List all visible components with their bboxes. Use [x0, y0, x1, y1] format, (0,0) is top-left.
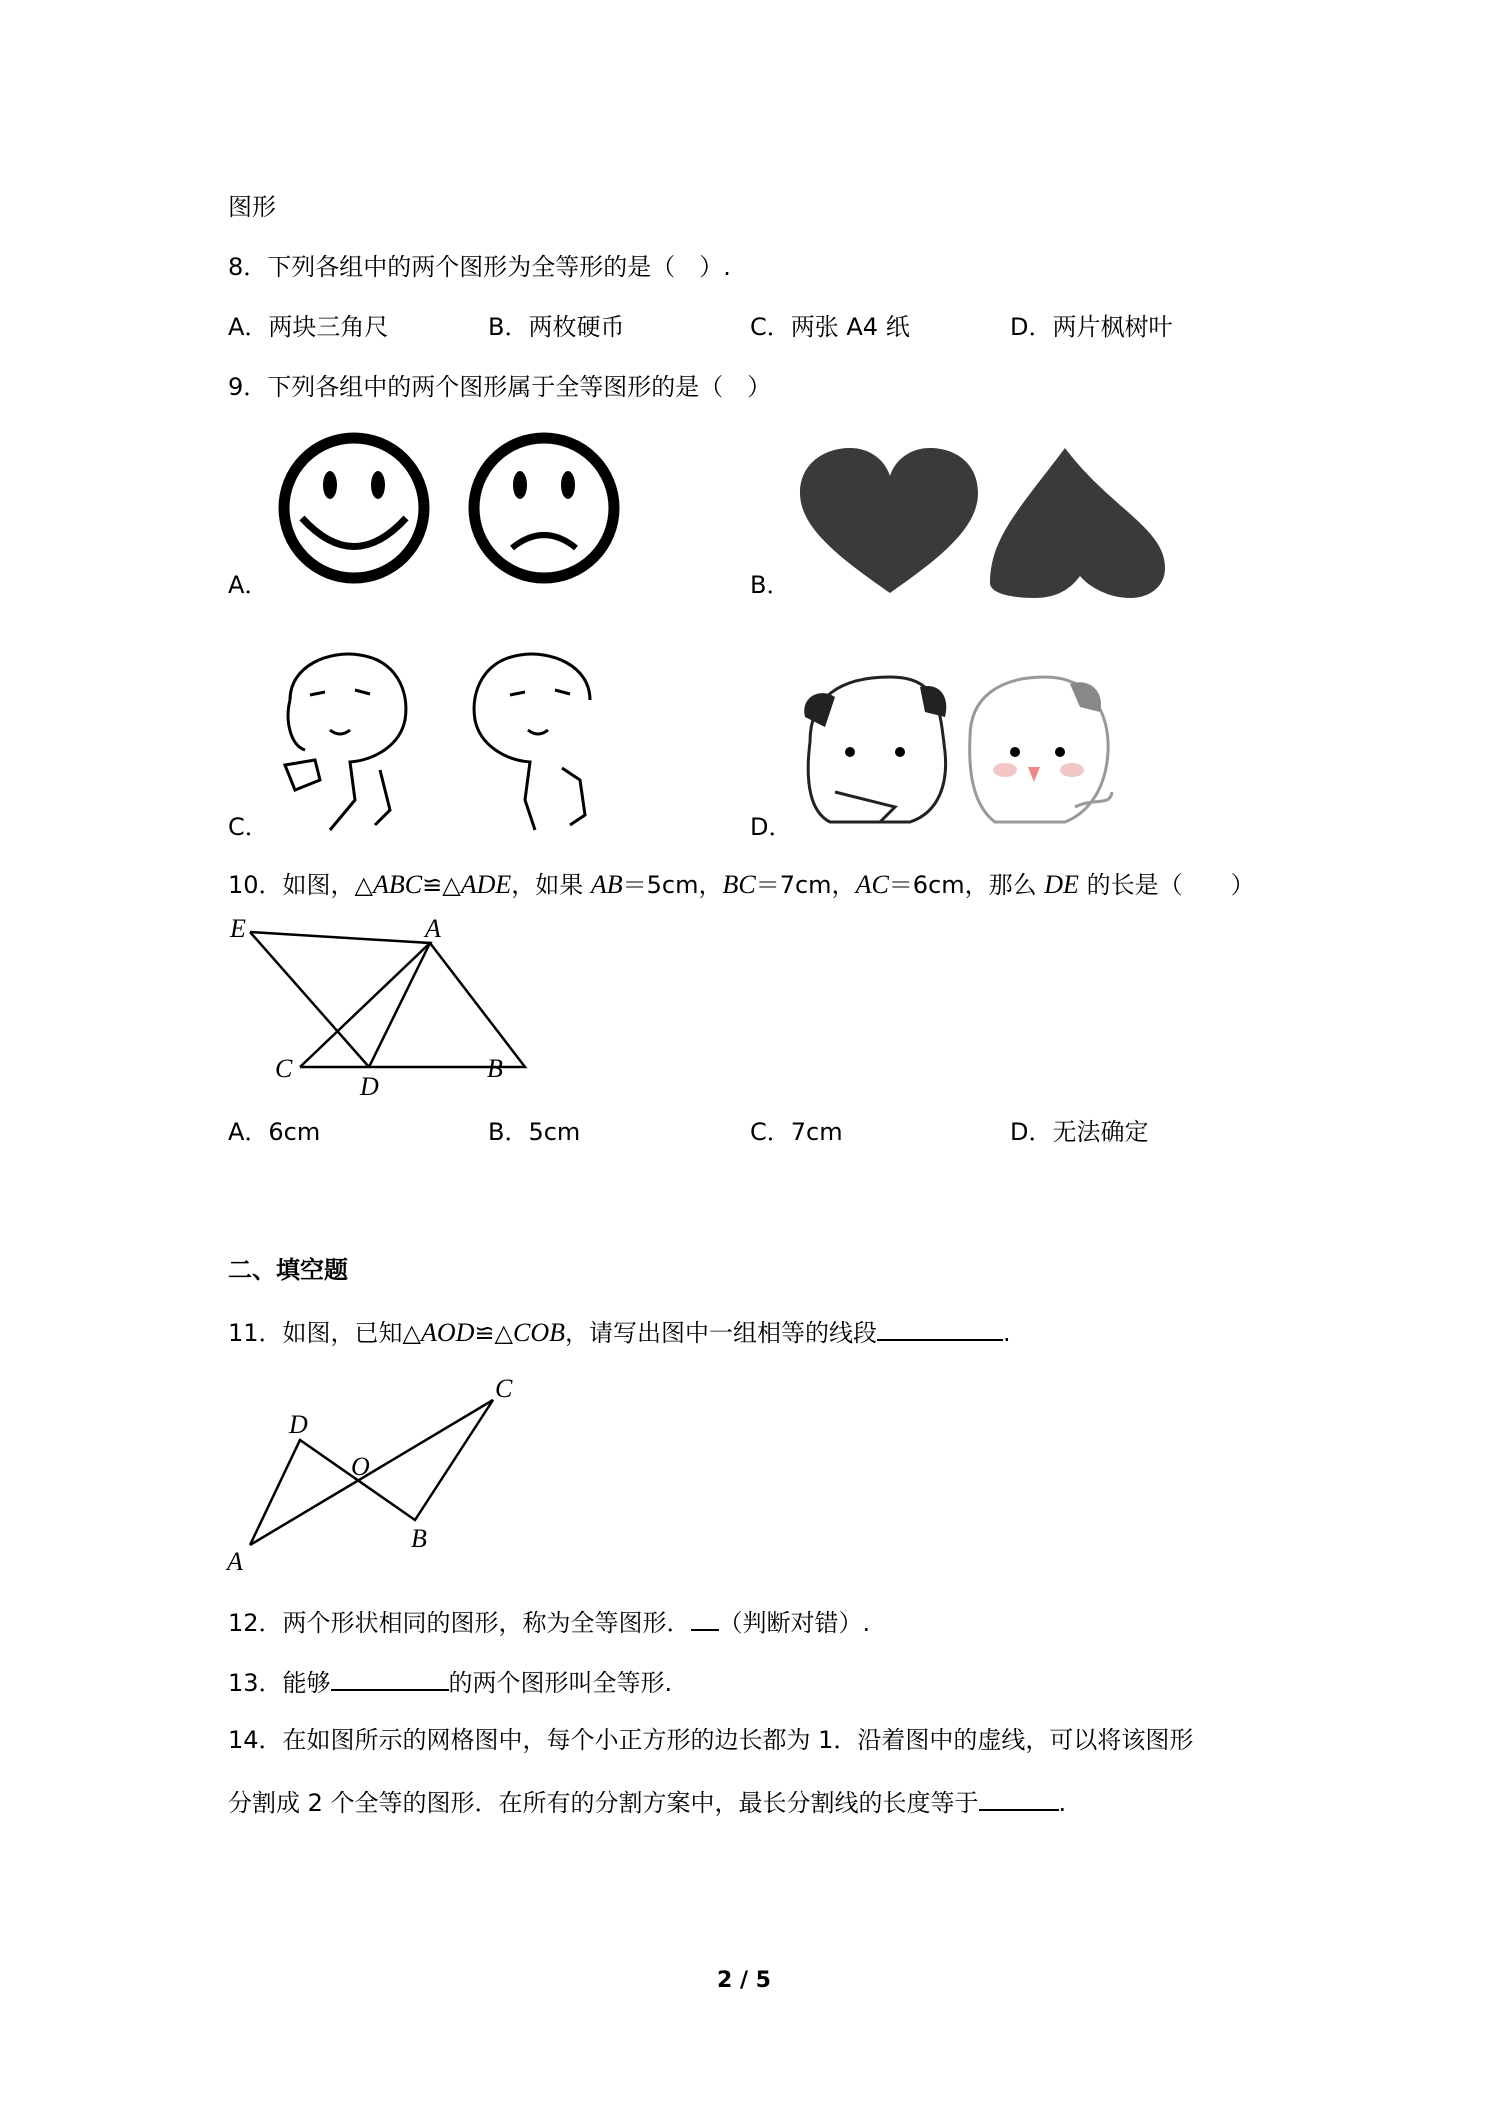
top-word: 图形	[228, 193, 276, 221]
label-b: B	[487, 1054, 503, 1083]
question-12-stem: 12．两个形状相同的图形，称为全等图形． （判断对错）.	[228, 1605, 870, 1638]
faces-image	[280, 430, 630, 590]
q8-option-b[interactable]: B．两枚硬币	[488, 313, 625, 341]
q9-option-a-label[interactable]: A．	[228, 571, 269, 599]
label-e: E	[230, 914, 246, 943]
page-number: 2 / 5	[717, 1968, 771, 1993]
q9-option-b-label[interactable]: B．	[750, 571, 791, 599]
answer-blank-q11[interactable]	[877, 1315, 1003, 1341]
label-d: D	[360, 1072, 379, 1101]
triangle-figure-q10	[225, 905, 525, 1101]
label-o: O	[351, 1452, 370, 1481]
label-d: D	[289, 1410, 308, 1439]
q8-option-a[interactable]: A．两块三角尺	[228, 313, 389, 341]
q10-option-b[interactable]: B．5cm	[488, 1118, 581, 1146]
question-10-stem: 10．如图，△ABC≌△ADE，如果 AB＝5cm，BC＝7cm，AC＝6cm，那么 DE 的长是（ ）	[228, 870, 1255, 899]
q10-option-c[interactable]: C．7cm	[750, 1118, 843, 1146]
label-c: C	[495, 1374, 513, 1403]
triangle-figure-q11	[225, 1374, 525, 1576]
label-a: A	[227, 1547, 243, 1576]
cartoon-animals-image	[800, 672, 1130, 837]
cartoon-sketch-image	[280, 650, 600, 830]
q9-option-d-label[interactable]: D．	[750, 813, 793, 841]
question-11-stem: 11．如图，已知△AOD≌△COB，请写出图中一组相等的线段 .	[228, 1315, 1011, 1348]
question-13-stem: 13．能够 的两个图形叫全等形.	[228, 1665, 672, 1698]
q10-option-d[interactable]: D．无法确定	[1010, 1118, 1149, 1146]
q10-option-a[interactable]: A．6cm	[228, 1118, 321, 1146]
answer-blank-q14[interactable]	[979, 1785, 1059, 1811]
answer-blank-q13[interactable]	[331, 1665, 449, 1691]
section-heading: 二、填空题	[228, 1256, 348, 1284]
answer-blank-q12[interactable]	[691, 1605, 719, 1631]
q9-option-c-label[interactable]: C．	[228, 813, 269, 841]
hearts-image	[800, 448, 1170, 598]
q8-option-c[interactable]: C．两张 A4 纸	[750, 313, 910, 341]
label-c: C	[275, 1054, 293, 1083]
question-14-line-1: 14．在如图所示的网格图中，每个小正方形的边长都为 1．沿着图中的虚线，可以将该图形	[228, 1726, 1194, 1754]
question-14-line-2: 分割成 2 个全等的图形．在所有的分割方案中，最长分割线的长度等于 .	[228, 1785, 1066, 1818]
question-9-stem: 9．下列各组中的两个图形属于全等图形的是（ ）	[228, 373, 772, 401]
question-8-stem: 8．下列各组中的两个图形为全等形的是（ ）.	[228, 253, 731, 281]
label-a: A	[425, 914, 441, 943]
q8-option-d[interactable]: D．两片枫树叶	[1010, 313, 1173, 341]
label-b: B	[411, 1524, 427, 1553]
